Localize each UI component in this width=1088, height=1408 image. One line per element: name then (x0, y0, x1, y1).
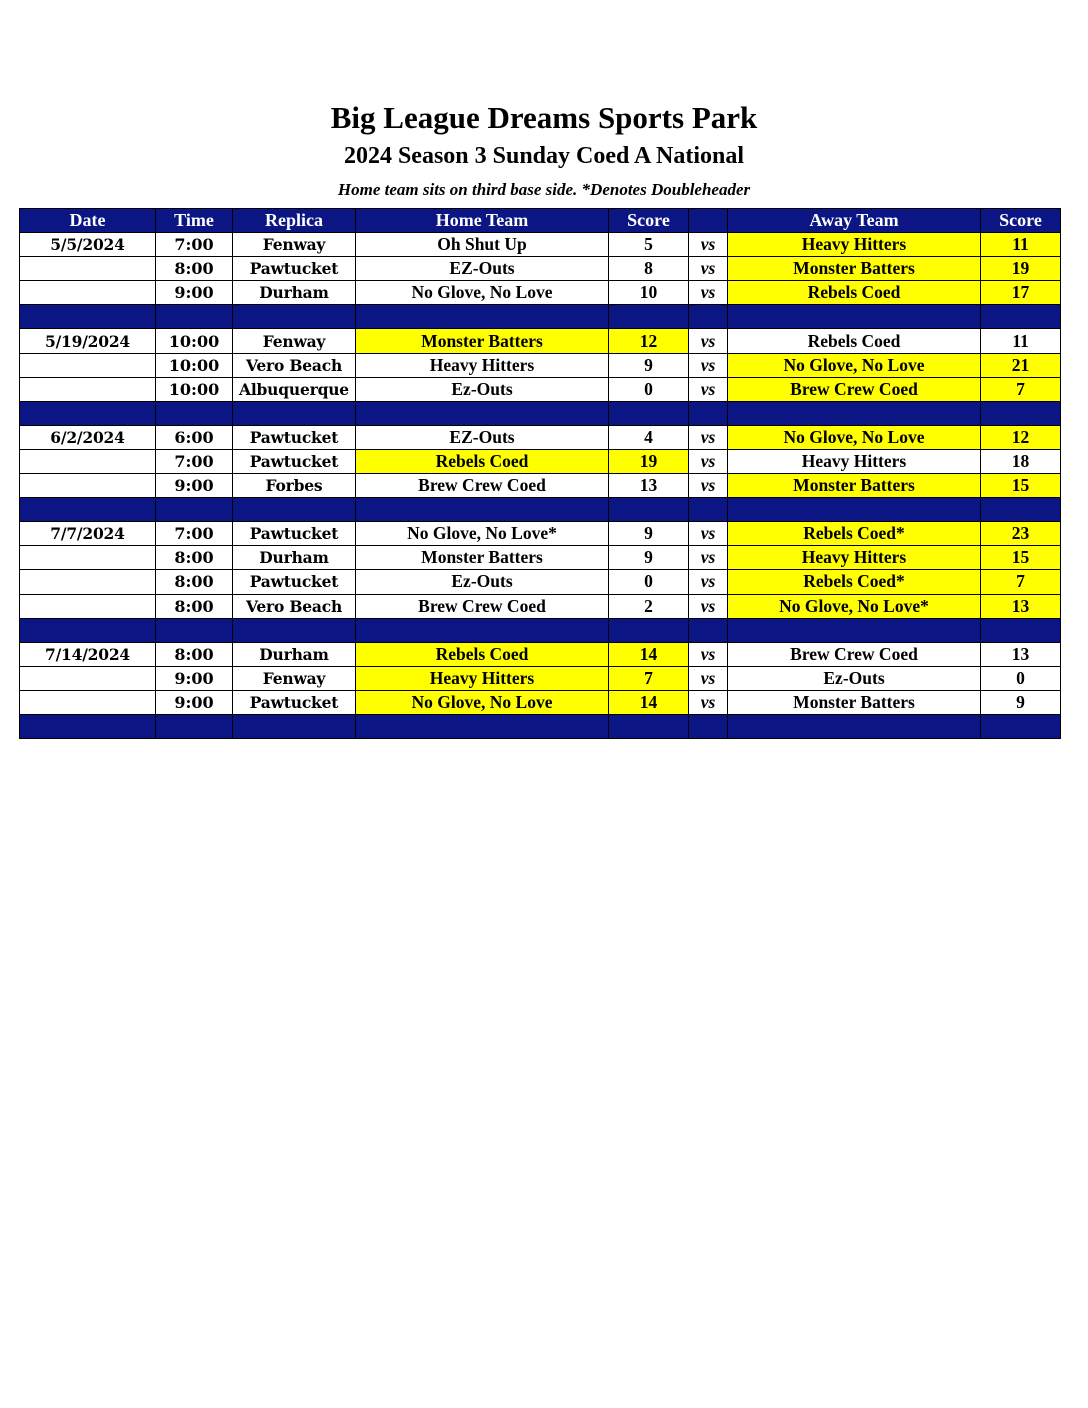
away-team-cell: Heavy Hitters (728, 546, 981, 570)
replica-cell: Pawtucket (233, 522, 356, 546)
separator-cell (356, 714, 609, 738)
away-score-cell: 21 (981, 353, 1061, 377)
vs-cell: vs (689, 570, 728, 594)
date-cell (20, 257, 156, 281)
away-team-cell: Heavy Hitters (728, 449, 981, 473)
home-score-cell: 7 (609, 666, 689, 690)
table-row (20, 642, 1061, 666)
separator-cell (689, 401, 728, 425)
away-score-cell: 23 (981, 522, 1061, 546)
separator-cell (981, 714, 1061, 738)
separator-cell (156, 618, 233, 642)
home-score-cell: 5 (609, 233, 689, 257)
separator-cell (20, 305, 156, 329)
away-score-cell: 7 (981, 377, 1061, 401)
week-separator-row (20, 618, 1061, 642)
schedule-table (19, 208, 1061, 739)
home-team-cell: No Glove, No Love* (356, 522, 609, 546)
time-cell: 9:00 (156, 281, 233, 305)
vs-cell: vs (689, 474, 728, 498)
home-score-cell: 10 (609, 281, 689, 305)
time-cell: 10:00 (156, 353, 233, 377)
separator-cell (233, 305, 356, 329)
separator-cell (233, 498, 356, 522)
time-cell: 10:00 (156, 377, 233, 401)
date-cell: 7/14/2024 (20, 642, 156, 666)
separator-cell (609, 401, 689, 425)
away-team-cell: Rebels Coed* (728, 522, 981, 546)
home-score-cell: 12 (609, 329, 689, 353)
date-cell (20, 570, 156, 594)
time-cell: 9:00 (156, 690, 233, 714)
away-score-cell: 11 (981, 233, 1061, 257)
replica-cell: Vero Beach (233, 594, 356, 618)
page-note: Home team sits on third base side. *Denotes Doubleheader (337, 180, 751, 199)
date-cell (20, 377, 156, 401)
table-row (20, 377, 1061, 401)
date-cell (20, 474, 156, 498)
away-team-cell: Monster Batters (728, 257, 981, 281)
separator-cell (356, 618, 609, 642)
vs-cell: vs (689, 666, 728, 690)
away-team-cell: Rebels Coed (728, 281, 981, 305)
separator-cell (233, 618, 356, 642)
vs-cell: vs (689, 522, 728, 546)
time-cell: 6:00 (156, 425, 233, 449)
home-team-cell: Monster Batters (356, 329, 609, 353)
home-score-cell: 2 (609, 594, 689, 618)
away-score-cell: 13 (981, 642, 1061, 666)
home-score-cell: 9 (609, 546, 689, 570)
separator-cell (156, 498, 233, 522)
separator-cell (20, 401, 156, 425)
separator-cell (156, 305, 233, 329)
home-team-cell: Ez-Outs (356, 570, 609, 594)
date-cell: 5/19/2024 (20, 329, 156, 353)
date-cell (20, 353, 156, 377)
week-separator-row (20, 498, 1061, 522)
vs-cell: vs (689, 594, 728, 618)
home-score-cell: 0 (609, 377, 689, 401)
vs-cell: vs (689, 377, 728, 401)
replica-cell: Pawtucket (233, 257, 356, 281)
vs-cell: vs (689, 329, 728, 353)
separator-cell (609, 618, 689, 642)
home-team-cell: Rebels Coed (356, 642, 609, 666)
separator-cell (981, 498, 1061, 522)
column-header-away-team: Away Team (728, 209, 981, 233)
home-team-cell: Oh Shut Up (356, 233, 609, 257)
separator-cell (609, 498, 689, 522)
week-separator-row (20, 401, 1061, 425)
separator-cell (233, 714, 356, 738)
home-team-cell: Brew Crew Coed (356, 474, 609, 498)
schedule-body (20, 233, 1061, 739)
replica-cell: Forbes (233, 474, 356, 498)
home-team-cell: Heavy Hitters (356, 353, 609, 377)
column-header-home-score: Score (609, 209, 689, 233)
away-score-cell: 19 (981, 257, 1061, 281)
away-score-cell: 9 (981, 690, 1061, 714)
date-cell: 7/7/2024 (20, 522, 156, 546)
home-score-cell: 13 (609, 474, 689, 498)
separator-cell (609, 714, 689, 738)
replica-cell: Pawtucket (233, 570, 356, 594)
away-team-cell: Heavy Hitters (728, 233, 981, 257)
replica-cell: Pawtucket (233, 449, 356, 473)
home-score-cell: 8 (609, 257, 689, 281)
page-subtitle: 2024 Season 3 Sunday Coed A National (343, 143, 745, 169)
home-team-cell: No Glove, No Love (356, 690, 609, 714)
table-row (20, 474, 1061, 498)
home-score-cell: 19 (609, 449, 689, 473)
replica-cell: Fenway (233, 233, 356, 257)
separator-cell (20, 618, 156, 642)
separator-cell (356, 401, 609, 425)
table-row (20, 353, 1061, 377)
away-score-cell: 11 (981, 329, 1061, 353)
vs-cell: vs (689, 353, 728, 377)
separator-cell (981, 305, 1061, 329)
date-cell (20, 594, 156, 618)
time-cell: 9:00 (156, 666, 233, 690)
column-header-replica: Replica (233, 209, 356, 233)
away-team-cell: No Glove, No Love* (728, 594, 981, 618)
vs-cell: vs (689, 233, 728, 257)
time-cell: 8:00 (156, 594, 233, 618)
separator-cell (689, 305, 728, 329)
replica-cell: Vero Beach (233, 353, 356, 377)
home-team-cell: Brew Crew Coed (356, 594, 609, 618)
table-row (20, 233, 1061, 257)
separator-cell (609, 305, 689, 329)
table-row (20, 570, 1061, 594)
table-row (20, 666, 1061, 690)
away-team-cell: No Glove, No Love (728, 425, 981, 449)
away-score-cell: 15 (981, 546, 1061, 570)
separator-cell (689, 498, 728, 522)
vs-cell: vs (689, 449, 728, 473)
table-header-row (20, 209, 1061, 233)
time-cell: 10:00 (156, 329, 233, 353)
table-row (20, 449, 1061, 473)
separator-cell (20, 714, 156, 738)
replica-cell: Durham (233, 281, 356, 305)
replica-cell: Fenway (233, 329, 356, 353)
time-cell: 8:00 (156, 546, 233, 570)
away-team-cell: Rebels Coed* (728, 570, 981, 594)
week-separator-row (20, 714, 1061, 738)
table-row (20, 690, 1061, 714)
away-team-cell: Monster Batters (728, 690, 981, 714)
time-cell: 7:00 (156, 522, 233, 546)
separator-cell (981, 618, 1061, 642)
home-team-cell: Monster Batters (356, 546, 609, 570)
separator-cell (728, 305, 981, 329)
away-team-cell: Brew Crew Coed (728, 642, 981, 666)
replica-cell: Durham (233, 642, 356, 666)
table-row (20, 522, 1061, 546)
date-cell: 6/2/2024 (20, 425, 156, 449)
vs-cell: vs (689, 425, 728, 449)
away-score-cell: 15 (981, 474, 1061, 498)
home-team-cell: EZ-Outs (356, 425, 609, 449)
separator-cell (689, 714, 728, 738)
date-cell (20, 690, 156, 714)
time-cell: 8:00 (156, 570, 233, 594)
away-score-cell: 17 (981, 281, 1061, 305)
away-score-cell: 7 (981, 570, 1061, 594)
home-team-cell: No Glove, No Love (356, 281, 609, 305)
separator-cell (728, 498, 981, 522)
replica-cell: Durham (233, 546, 356, 570)
separator-cell (728, 401, 981, 425)
page-title: Big League Dreams Sports Park (330, 100, 758, 135)
table-row (20, 329, 1061, 353)
vs-cell: vs (689, 690, 728, 714)
table-row (20, 257, 1061, 281)
separator-cell (981, 401, 1061, 425)
home-score-cell: 4 (609, 425, 689, 449)
column-header-home-team: Home Team (356, 209, 609, 233)
separator-cell (156, 714, 233, 738)
replica-cell: Fenway (233, 666, 356, 690)
table-row (20, 546, 1061, 570)
away-score-cell: 18 (981, 449, 1061, 473)
home-score-cell: 9 (609, 353, 689, 377)
time-cell: 7:00 (156, 233, 233, 257)
separator-cell (156, 401, 233, 425)
replica-cell: Albuquerque (233, 377, 356, 401)
vs-cell: vs (689, 257, 728, 281)
away-team-cell: Ez-Outs (728, 666, 981, 690)
away-score-cell: 0 (981, 666, 1061, 690)
date-cell: 5/5/2024 (20, 233, 156, 257)
time-cell: 8:00 (156, 642, 233, 666)
home-team-cell: Ez-Outs (356, 377, 609, 401)
separator-cell (689, 618, 728, 642)
date-cell (20, 281, 156, 305)
home-score-cell: 0 (609, 570, 689, 594)
home-team-cell: EZ-Outs (356, 257, 609, 281)
time-cell: 8:00 (156, 257, 233, 281)
away-team-cell: Rebels Coed (728, 329, 981, 353)
week-separator-row (20, 305, 1061, 329)
vs-cell: vs (689, 642, 728, 666)
home-score-cell: 14 (609, 690, 689, 714)
separator-cell (728, 618, 981, 642)
date-cell (20, 546, 156, 570)
vs-cell: vs (689, 281, 728, 305)
table-row (20, 594, 1061, 618)
replica-cell: Pawtucket (233, 690, 356, 714)
column-header-away-score: Score (981, 209, 1061, 233)
separator-cell (20, 498, 156, 522)
separator-cell (356, 498, 609, 522)
time-cell: 9:00 (156, 474, 233, 498)
away-score-cell: 13 (981, 594, 1061, 618)
date-cell (20, 449, 156, 473)
home-team-cell: Rebels Coed (356, 449, 609, 473)
away-team-cell: Monster Batters (728, 474, 981, 498)
home-team-cell: Heavy Hitters (356, 666, 609, 690)
separator-cell (233, 401, 356, 425)
column-header-vs (689, 209, 728, 233)
away-team-cell: Brew Crew Coed (728, 377, 981, 401)
vs-cell: vs (689, 546, 728, 570)
home-score-cell: 9 (609, 522, 689, 546)
separator-cell (356, 305, 609, 329)
table-row (20, 425, 1061, 449)
table-row (20, 281, 1061, 305)
separator-cell (728, 714, 981, 738)
home-score-cell: 14 (609, 642, 689, 666)
replica-cell: Pawtucket (233, 425, 356, 449)
time-cell: 7:00 (156, 449, 233, 473)
column-header-date: Date (20, 209, 156, 233)
column-header-time: Time (156, 209, 233, 233)
away-team-cell: No Glove, No Love (728, 353, 981, 377)
date-cell (20, 666, 156, 690)
away-score-cell: 12 (981, 425, 1061, 449)
